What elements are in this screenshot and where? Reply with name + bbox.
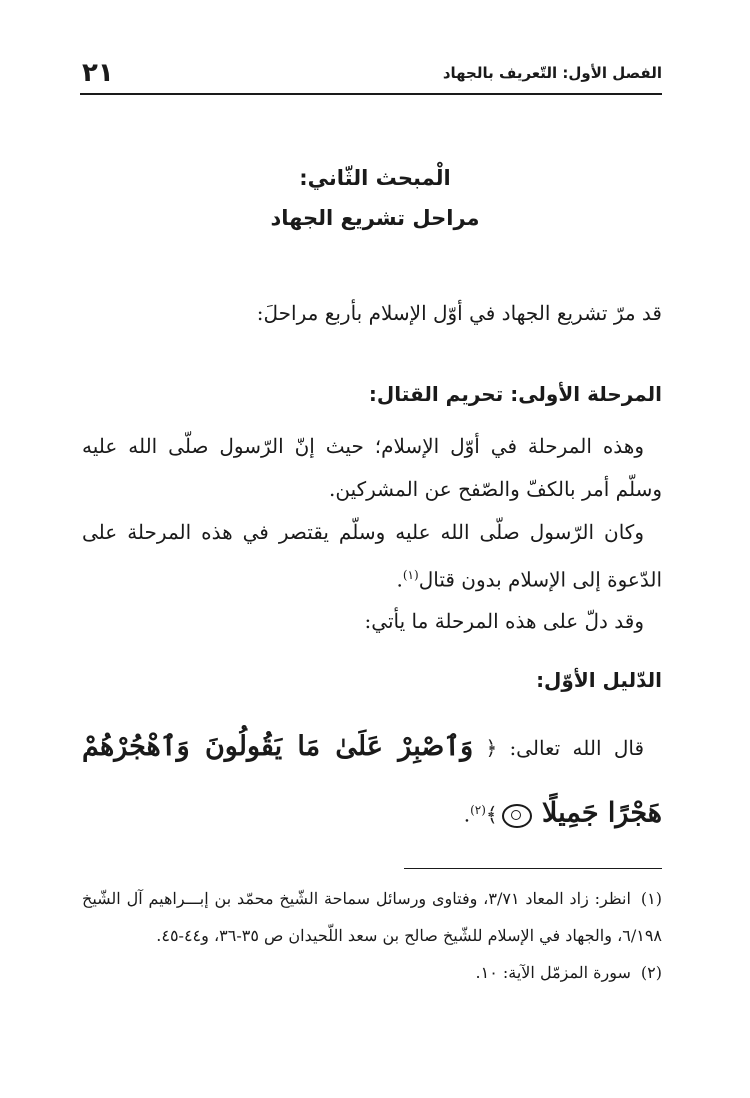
stage-one-heading: المرحلة الأولى: تحريم القتال: — [368, 382, 662, 406]
footnote-2 — [82, 954, 662, 991]
verse-close-bracket: ﴾ — [485, 802, 498, 827]
footnote-separator — [404, 868, 662, 869]
footnote-ref-2[interactable]: (٢) — [470, 803, 486, 817]
footnote-ref-1[interactable]: (١) — [402, 568, 419, 582]
footnote-number: (١) — [640, 889, 663, 908]
stage-one-paragraph-2: وكان الرّسول صلّى الله عليه وسلّم يقتصر في هذه المرحلة على الدّعوة إلى الإسلام بدون قتال$^{(١)}$. — [82, 520, 662, 592]
footnote-1 — [82, 880, 662, 954]
verse-intro: قال الله تعالى: ﴿ — [485, 736, 645, 760]
quran-verse: وَٱصْبِرْ عَلَىٰ مَا يَقُولُونَ وَٱهْجُرْهُمْ هَجْرًا جَمِيلًا — [82, 731, 662, 829]
evidence-one-heading: الدّليل الأوّل: — [536, 668, 662, 692]
paragraph-2-text: وكان الرّسول صلّى الله عليه وسلّم يقتصر في هذه المرحلة على الدّعوة إلى الإسلام بدون قتال — [82, 520, 662, 592]
ayah-end-icon — [502, 804, 532, 828]
footnote-number: (٢) — [640, 963, 662, 982]
section-number-label: الْمبحث الثّاني: — [299, 166, 451, 190]
verse-tail: . — [463, 802, 471, 827]
quran-verse-block — [82, 716, 662, 846]
running-title: الفصل الأول: التّعريف بالجهاد — [442, 64, 662, 82]
footnote-text: انظر: زاد المعاد ٣/٧١، وفتاوى ورسائل سماحة الشّيخ محمّد بن إبـــراهيم آل الشّيخ ٦/١٩٨، والجهاد في الإسلام للشّيخ صالح بن سعد اللّحيدان ص ٣٥-٣٦، و٤٤-٤٥. — [82, 889, 662, 945]
stage-one-paragraph-3: وقد دلّ على هذه المرحلة ما يأتي: — [364, 609, 644, 633]
intro-paragraph: قد مرّ تشريع الجهاد في أوّل الإسلام بأربع مراحلَ: — [256, 301, 662, 325]
section-title: مراحل تشريع الجهاد — [270, 206, 480, 230]
page-number: ٢١ — [82, 58, 114, 88]
header-rule — [80, 93, 662, 95]
stage-one-paragraph-1: وهذه المرحلة في أوّل الإسلام؛ حيث إنّ الرّسول صلّى الله عليه وسلّم أمر بالكفّ والصّفح عن المشركين. — [82, 434, 662, 501]
footnote-text: سورة المزمّل الآية: ١٠. — [475, 963, 631, 982]
footnotes — [82, 880, 662, 991]
